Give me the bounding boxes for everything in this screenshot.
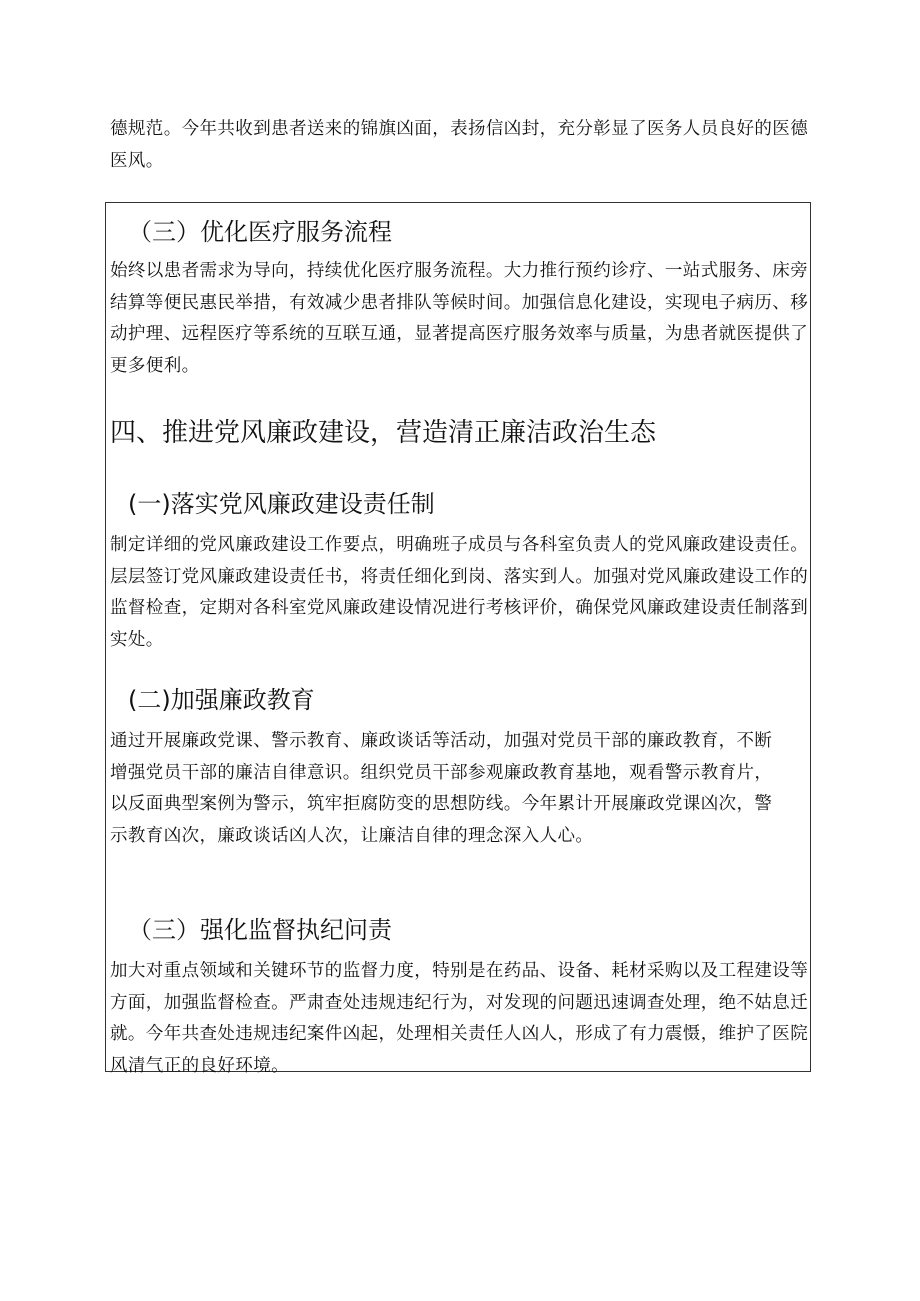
paragraph-optimize-service: 始终以患者需求为导向，持续优化医疗服务流程。大力推行预约诊疗、一站式服务、床旁结算等便民惠民举措，有效减少患者排队等候时间。加强信息化建设，实现电子病历、移动护理、远程医疗等系统的互联互通，显著提高医疗服务效率与质量，为患者就医提供了更多便利。 xyxy=(110,261,809,376)
paragraph-responsibility-system: 制定详细的党风廉政建设工作要点，明确班子成员与各科室负责人的党风廉政建设责任。层层签订党风廉政建设责任书，将责任细化到岗、落实到人。加强对党风廉政建设工作的监督检查，定期对各科室党风廉政建设情况进行考核评价，确保党风廉政建设责任制落到实处。 xyxy=(110,535,809,650)
heading-responsibility-system: (一)落实党风廉政建设责任制 xyxy=(128,490,435,518)
heading-integrity-education: (二)加强廉政教育 xyxy=(128,686,315,714)
heading-supervision-accountability: （三）强化监督执纪问责 xyxy=(128,916,392,944)
heading-optimize-service: （三）优化医疗服务流程 xyxy=(128,218,392,246)
heading-section-four: 四、推进党风廉政建设，营造清正廉洁政治生态 xyxy=(110,418,657,448)
paragraph-supervision-accountability: 加大对重点领域和关键环节的监督力度，特别是在药品、设备、耗材采购以及工程建设等方面，加强监督检查。严肃查处违规违纪行为，对发现的问题迅速调查处理，绝不姑息迁就。今年共查处违规违纪案件凶起，处理相关责任人凶人，形成了有力震慑，维护了医院风清气正的良好环境。 xyxy=(110,961,809,1076)
intro-paragraph: 德规范。今年共收到患者送来的锦旗凶面，表扬信凶封，充分彰显了医务人员良好的医德医风。 xyxy=(110,119,809,171)
paragraph-integrity-education: 通过开展廉政党课、警示教育、廉政谈话等活动，加强对党员干部的廉政教育，不断增强党员干部的廉洁自律意识。组织党员干部参观廉政教育基地，观看警示教育片，以反面典型案例为警示，筑牢拒腐防变的思想防线。今年累计开展廉政党课凶次，警示教育凶次，廉政谈话凶人次，让廉洁自律的理念深入人心。 xyxy=(110,731,773,846)
